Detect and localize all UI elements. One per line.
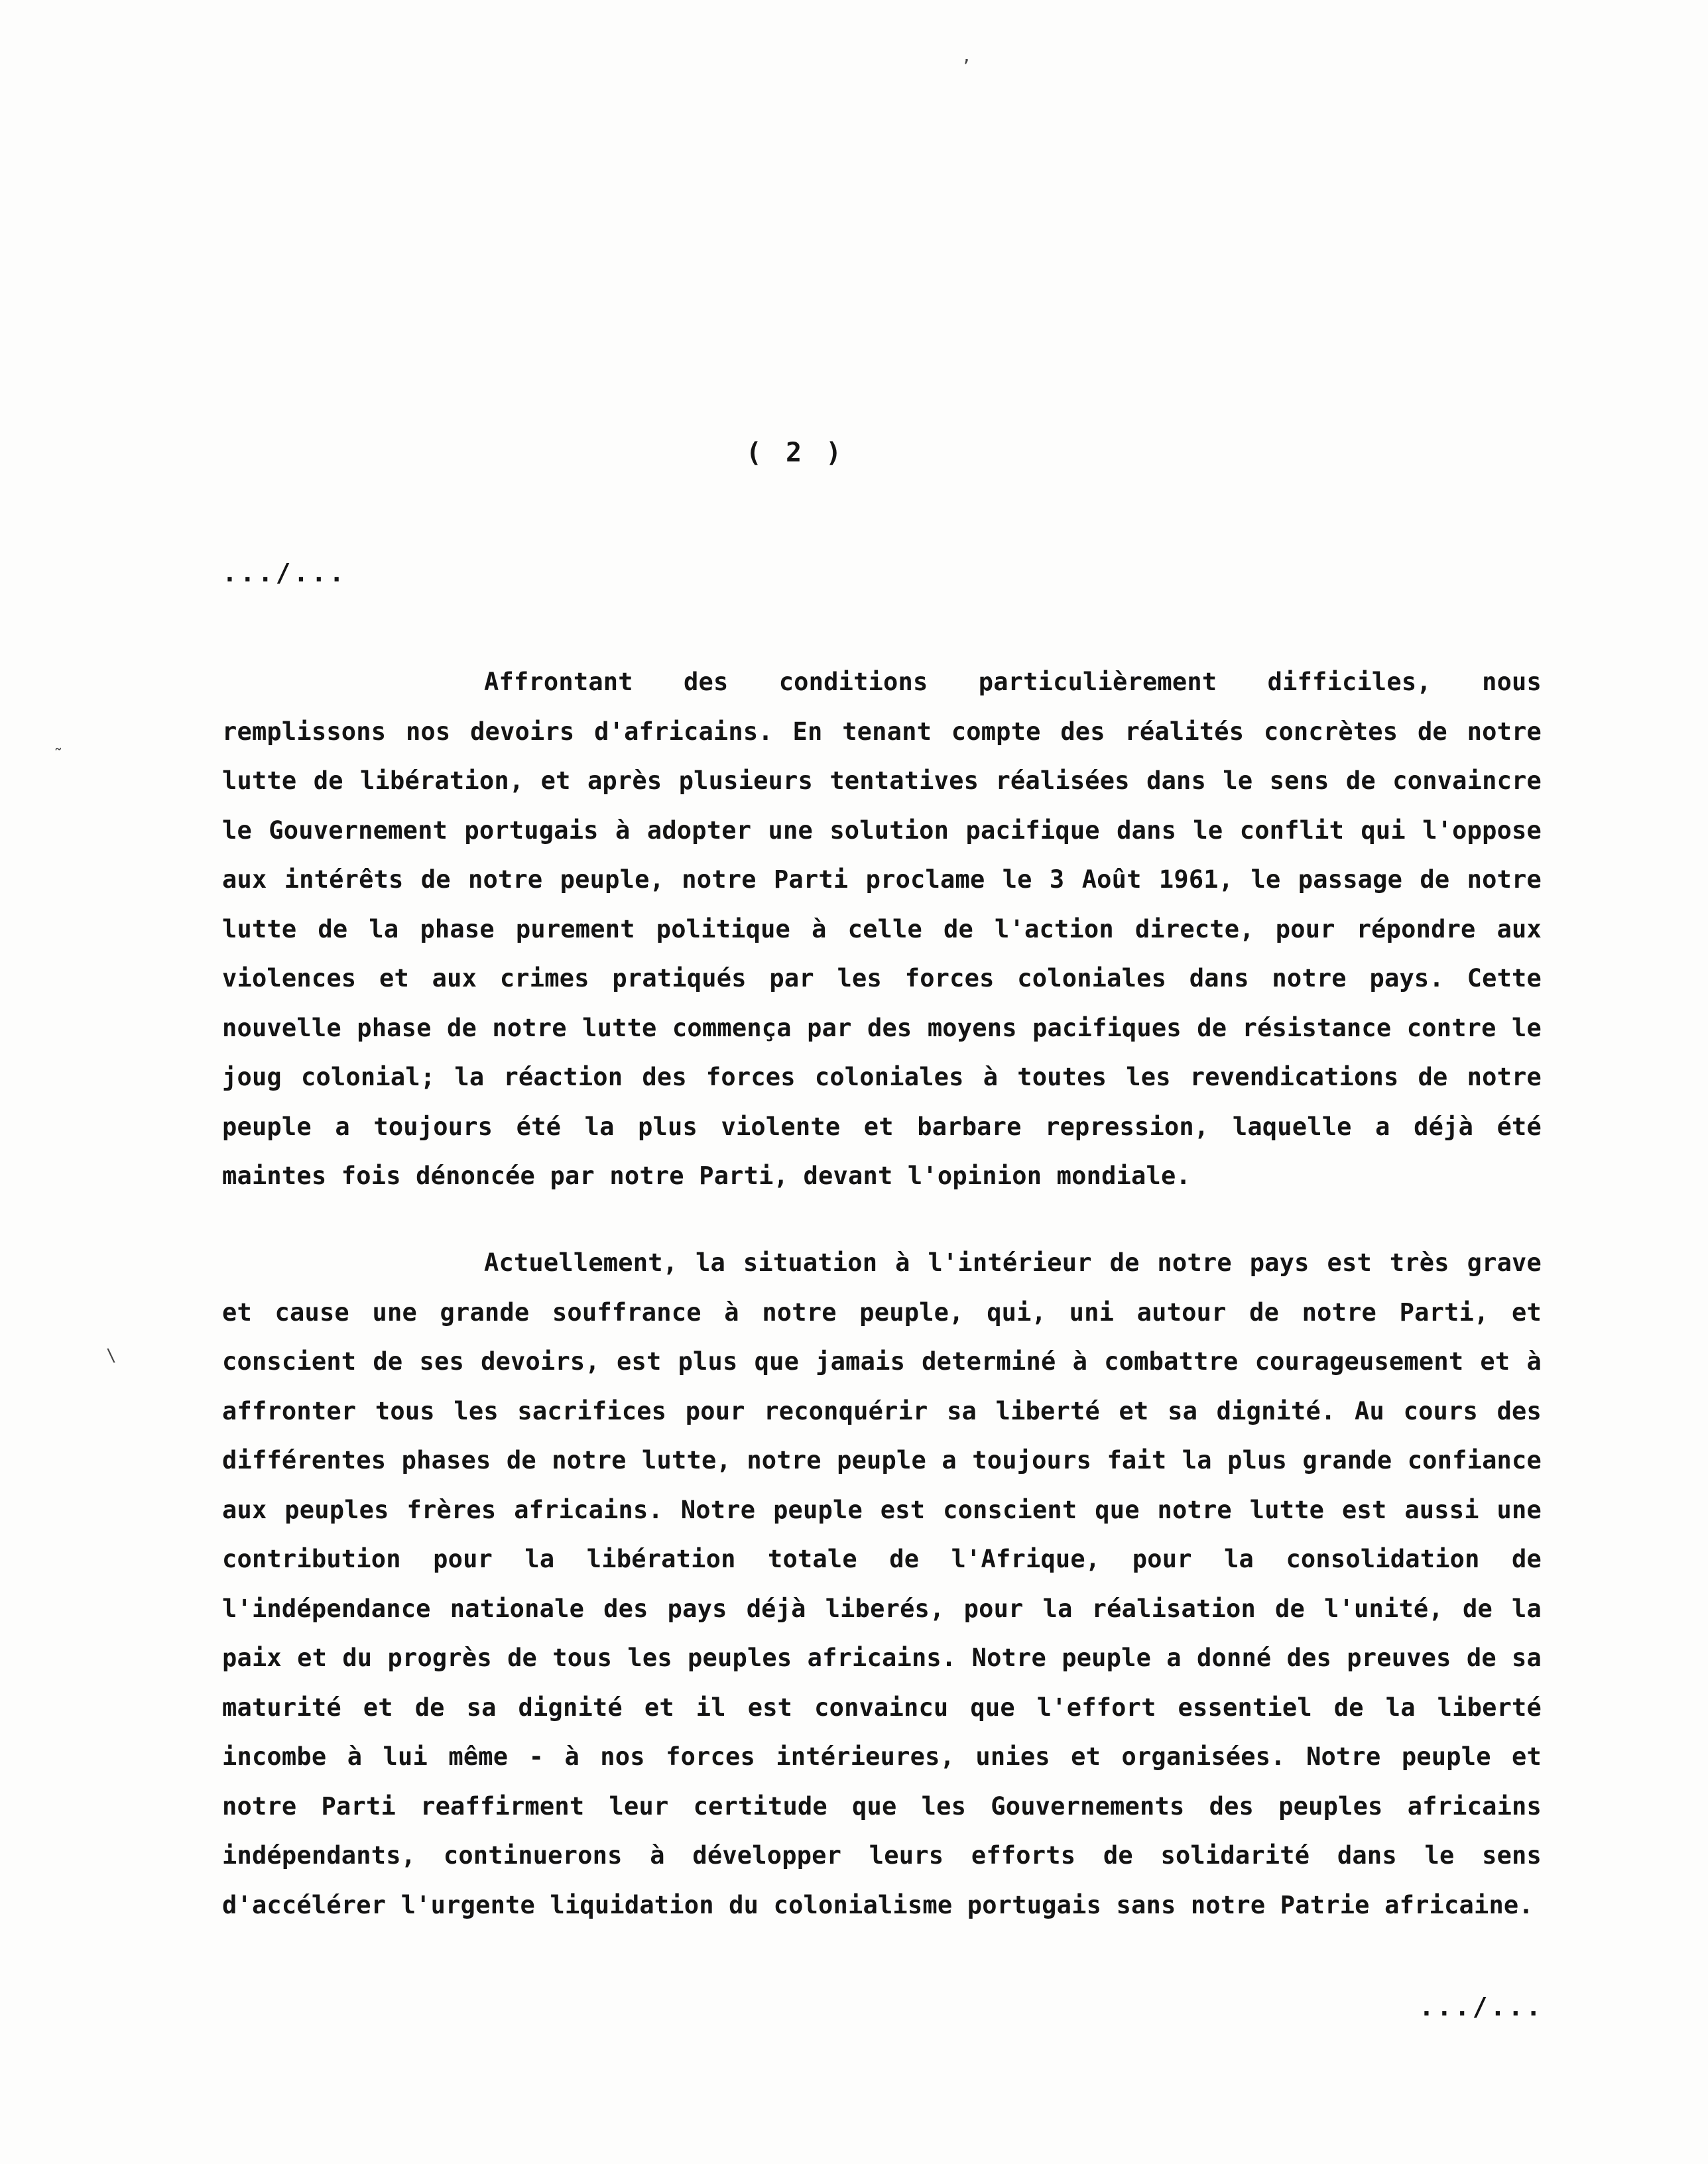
scan-speck: ,: [961, 46, 972, 66]
body-paragraph-1: Affrontant des conditions particulièrement difficiles, nous remplissons nos devoirs d'africains. En tenant compte des réalités concrètes de notre lutte de libération, et après plusieurs tentatives réalisées dans le sens de convaincre le Gouvernement portugais à adopter une solution pacifique dans le conflit qui l'oppose aux intérêts de notre peuple, notre Parti proclame le 3 Août 1961, le passage de notre lutte de la phase purement politique à celle de l'action directe, pour répondre aux violences et aux crimes pratiqués par les forces coloniales dans notre pays. Cette nouvelle phase de notre lutte commença par des moyens pacifiques de résistance contre le joug colonial; la réaction des forces coloniales à toutes les revendications de notre peuple a toujours été la plus violente et barbare repression, laquelle a déjà été maintes fois dénoncée par notre Parti, devant l'opinion mondiale.: [222, 668, 1542, 1190]
body-paragraph-2: Actuellement, la situation à l'intérieur de notre pays est très grave et cause une grande souffrance à notre peuple, qui, uni autour de notre Parti, et conscient de ses devoirs, est plus que jamais determiné à combattre courageusement et à affronter tous les sacrifices pour reconquérir sa liberté et sa dignité. Au cours des différentes phases de notre lutte, notre peuple a toujours fait la plus grande confiance aux peuples frères africains. Notre peuple est conscient que notre lutte est aussi une contribution pour la libération totale de l'Afrique, pour la consolidation de l'indépendance nationale des pays déjà liberés, pour la réalisation de l'unité, de la paix et du progrès de tous les peuples africains. Notre peuple a donné des preuves de sa maturité et de sa dignité et il est convaincu que l'effort essentiel de la liberté incombe à lui même - à nos forces intérieures, unies et organisées. Notre peuple et notre Parti reaffirment leur certitude que les Gouvernements des peuples africains indépendants, continuerons à développer leurs efforts de solidarité dans le sens d'accélérer l'urgente liquidation du colonialisme portugais sans notre Patrie africaine.: [222, 1248, 1542, 1919]
scan-speck: \: [106, 1346, 117, 1366]
continuation-marker-top: .../...: [222, 558, 347, 587]
scan-speck: ˜: [53, 746, 64, 766]
continuation-marker-bottom: .../...: [1419, 1992, 1544, 2021]
page-number: ( 2 ): [745, 438, 846, 468]
